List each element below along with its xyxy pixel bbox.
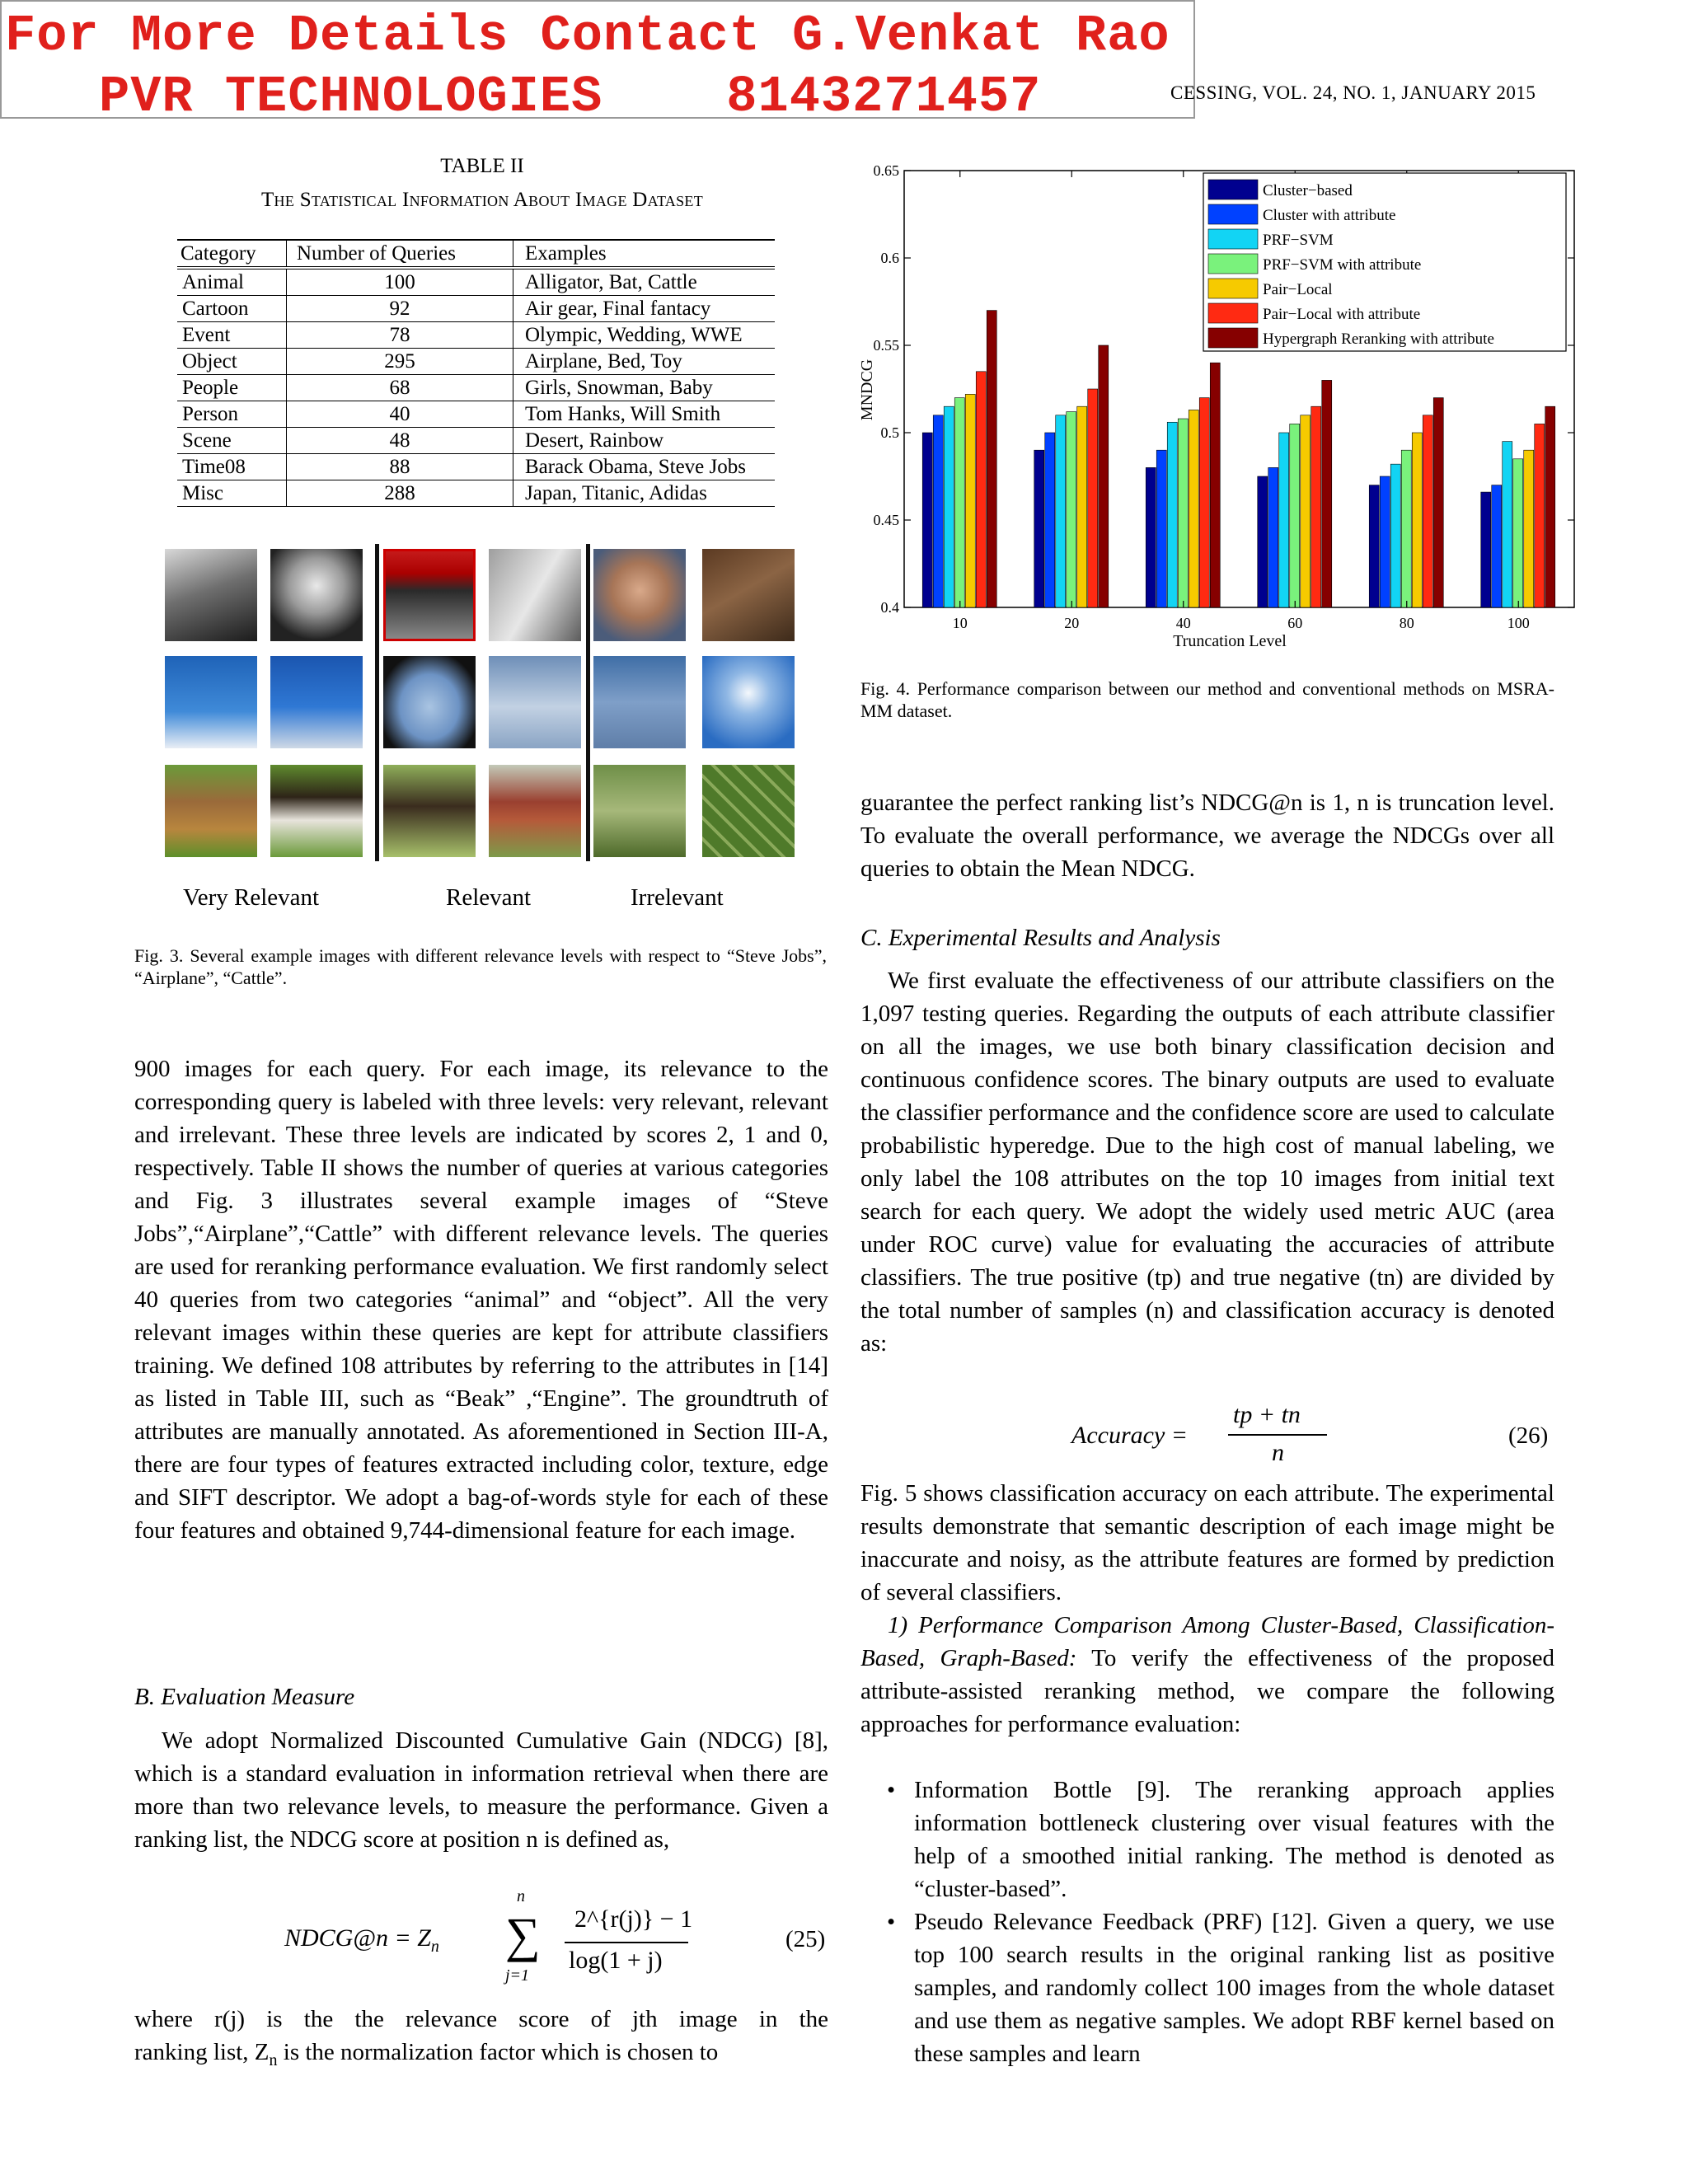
y-tick-label: 0.4: [880, 599, 899, 616]
table-row: [177, 375, 775, 401]
table-row: [177, 322, 775, 349]
bar-mark: [1290, 424, 1300, 607]
bar-mark: [1279, 433, 1289, 607]
table-cell: 288: [287, 480, 513, 507]
table-row: [177, 454, 775, 480]
left-paragraph-1: 900 images for each query. For each image, its relevance to the corresponding query is labeled with three levels: very relevant, relevant and irrelevant. These three levels are indicated by scores 2, 1 and 0, respectively. Table II shows the number of queries at various categories and Fig. 3 illustrates several example images of “Steve Jobs”,“Airplane”,“Cattle” with different relevance levels. The queries are used for reranking performance evaluation. We first randomly select 40 queries from two categories “animal” and “object”. All the very relevant images within these queries are kept for attribute classifiers training. We defined 108 attributes by referring to the attributes in [14] as listed in Table III, such as “Beak” ,“Engine”. The groundtruth of attributes are manually annotated. As aforementioned in Section III-A, there are four types of features extracted including color, texture, edge and SIFT descriptor. We adopt a bag-of-words style for each of these four features and obtained 9,744-dimensional feature for each image.: [134, 1056, 828, 1544]
banner-company: PVR TECHNOLOGIES: [99, 68, 603, 126]
bar-mark: [954, 398, 964, 607]
bar-mark: [944, 406, 954, 607]
thumbnail-image: [489, 549, 581, 641]
bar-mark: [1045, 433, 1055, 607]
legend-swatch: [1208, 279, 1258, 298]
bar-mark: [1369, 485, 1379, 607]
x-tick-label: 10: [952, 615, 968, 631]
bar-group: [922, 311, 1555, 607]
bar-mark: [1258, 476, 1268, 607]
table-row: [177, 268, 775, 296]
table-title: The Statistical Information About Image Dataset: [260, 189, 703, 211]
bar-mark: [1146, 467, 1156, 607]
bar-mark: [1056, 415, 1066, 607]
thumbnail-image: [383, 656, 476, 748]
fraction-bar: [1228, 1434, 1327, 1436]
bar-mark: [1535, 424, 1545, 607]
bar-mark: [987, 311, 996, 607]
section-b-heading: B. Evaluation Measure: [134, 1684, 355, 1710]
bar-mark: [1545, 406, 1555, 607]
table-cell: 68: [287, 375, 513, 401]
table-cell: Tom Hanks, Will Smith: [513, 401, 776, 428]
bar-mark: [1322, 380, 1332, 607]
bar-mark: [1268, 467, 1278, 607]
eq25-lhs: NDCG@n = $Z_n$: [284, 1924, 439, 1956]
bar-mark: [976, 372, 986, 607]
thumbnail-image: [702, 765, 795, 857]
relevance-separator: [375, 544, 379, 861]
y-tick-label: 0.65: [873, 162, 899, 179]
thumbnail-image: [383, 765, 476, 857]
legend-entry: Cluster−based: [1263, 182, 1353, 199]
banner-line-1: For More Details Contact G.Venkat Rao: [5, 7, 1170, 65]
x-tick-label: 40: [1175, 615, 1191, 631]
table-cell: Air gear, Final fantacy: [513, 296, 776, 322]
table-cell: Cartoon: [177, 296, 287, 322]
chart-legend: [1203, 173, 1566, 351]
running-header: CESSING, VOL. 24, NO. 1, JANUARY 2015: [1170, 82, 1536, 103]
bar-mark: [1390, 464, 1400, 607]
table-row: [177, 428, 775, 454]
thumbnail-image: [165, 765, 257, 857]
fig4-caption: Fig. 4. Performance comparison between our method and conventional methods on MSRA-MM dataset.: [860, 678, 1554, 721]
table-header-row: [177, 240, 775, 268]
x-tick-label: 80: [1399, 615, 1414, 631]
thumbnail-image: [489, 656, 581, 748]
table-cell: Misc: [177, 480, 287, 507]
bar-mark: [1167, 422, 1177, 607]
equation-26: [1071, 1401, 1554, 1475]
table-cell: Object: [177, 349, 287, 375]
thumbnail-image: [270, 765, 363, 857]
bar-mark: [1524, 450, 1534, 607]
thumbnail-image: [270, 656, 363, 748]
bar-mark: [1311, 406, 1321, 607]
thumbnail-image: [593, 656, 686, 748]
y-tick-label: 0.55: [873, 337, 899, 354]
bar-mark: [1492, 485, 1502, 607]
y-tick-label: 0.5: [880, 424, 899, 441]
legend-entry: Cluster with attribute: [1263, 207, 1396, 224]
left-paragraph-3-line1: where r(j) is the the relevance score of jth image in the: [134, 2006, 828, 2032]
label-irrelevant: Irrelevant: [631, 884, 724, 911]
bar-mark: [1433, 398, 1443, 607]
subsection-1-heading: 1) Performance Comparison Among Cluster-Based, Classification-Based, Graph-Based:: [860, 1612, 1554, 1671]
bar-mark: [922, 433, 932, 607]
legend-swatch: [1208, 303, 1258, 323]
thumbnail-image: [593, 549, 686, 641]
legend-entry: PRF−SVM: [1263, 232, 1334, 249]
left-paragraph-2: We adopt Normalized Discounted Cumulative Gain (NDCG) [8], which is a standard evaluation in information retrieval when there are more than two relevance levels, to measure the performance. Given a ranking list, the NDCG score at position n is defined as,: [134, 1727, 828, 1853]
legend-entry: Hypergraph Reranking with attribute: [1263, 330, 1494, 348]
table-cell: 295: [287, 349, 513, 375]
right-paragraph-1: guarantee the perfect ranking list’s NDCG@n is 1, n is truncation level. To evaluate the overall performance, we average the NDCGs over all queries to obtain the Mean NDCG.: [860, 790, 1554, 882]
thumbnail-image: [165, 549, 257, 641]
table-cell: 100: [287, 268, 513, 296]
right-paragraph-4: 1) Performance Comparison Among Cluster-Based, Classification-Based, Graph-Based: To verify the effectiveness of the proposed attribute-assisted reranking method, we compare the following approaches for performance evaluation:: [860, 1612, 1554, 1737]
thumbnail-image: [165, 656, 257, 748]
table-row: [177, 349, 775, 375]
table-cell: 88: [287, 454, 513, 480]
table-cell: 48: [287, 428, 513, 454]
fraction-bar: [565, 1942, 688, 1943]
bar-mark: [1412, 433, 1422, 607]
right-paragraph-2: We first evaluate the effectiveness of our attribute classifiers on the 1,097 testing queries. Regarding the outputs of each attribute classifier on all the images, we use both binary classification decision and continuous confidence scores. The binary outputs are used to evaluate the classifier performance and the confidence score are used to calculate probabilistic hyperedge. Due to the high cost of manual labeling, we only label the 108 attributes on the top 10 images from initial text search for each query. We adopt the widely used metric AUC (area under ROC curve) value for evaluating the accuracies of attribute classifiers. The true positive (tp) and true negative (tn) are divided by the total number of samples (n) and classification accuracy is denoted as:: [860, 968, 1554, 1357]
bar-mark: [1380, 476, 1390, 607]
legend-swatch: [1208, 229, 1258, 249]
label-very-relevant: Very Relevant: [183, 884, 320, 911]
left-paragraph-3-line2: ranking list, $Z_n$ is the normalization factor which is chosen to: [134, 2039, 719, 2069]
table-cell: Animal: [177, 268, 287, 296]
banner-phone: 8143271457: [726, 68, 1042, 126]
x-axis-label: Truncation Level: [1173, 632, 1287, 650]
eq25-sum-lower: j=1: [505, 1966, 530, 1985]
bar-mark: [1077, 406, 1087, 607]
thumbnail-image: [702, 656, 795, 748]
table-row: [177, 401, 775, 428]
legend-swatch: [1208, 328, 1258, 348]
table-cell: Olympic, Wedding, WWE: [513, 322, 776, 349]
eq26-lhs: Accuracy =: [1071, 1422, 1189, 1449]
contact-watermark-banner: [0, 0, 1195, 126]
thumbnail-image: [702, 549, 795, 641]
table-cell: Girls, Snowman, Baby: [513, 375, 776, 401]
approaches-list: [860, 1774, 1554, 2070]
eq25-numerator: 2^{r(j)} − 1: [574, 1905, 693, 1933]
label-relevant: Relevant: [446, 884, 532, 911]
bar-mark: [1481, 492, 1491, 607]
bar-mark: [1210, 363, 1220, 607]
summation-symbol: ∑: [505, 1908, 541, 1962]
bar-mark: [1034, 450, 1044, 607]
bar-mark: [933, 415, 943, 607]
bar-mark: [1189, 410, 1198, 607]
y-axis-label: MNDCG: [858, 359, 876, 421]
thumbnail-image: [489, 765, 581, 857]
bar-mark: [1088, 389, 1098, 607]
table-cell: Alligator, Bat, Cattle: [513, 268, 776, 296]
eq25-number: (25): [785, 1926, 826, 1952]
table-label: TABLE II: [440, 155, 524, 177]
eq26-number: (26): [1508, 1422, 1549, 1449]
table-cell: 40: [287, 401, 513, 428]
eq26-denominator: n: [1272, 1439, 1284, 1466]
bar-mark: [1503, 442, 1512, 607]
dataset-statistics-table: [177, 239, 775, 507]
bar-mark: [1513, 459, 1523, 607]
thumbnail-image: [593, 765, 686, 857]
x-tick-label: 100: [1507, 615, 1530, 631]
fig4-bar-chart: [849, 157, 1640, 659]
bar-mark: [1199, 398, 1209, 607]
table-cell: People: [177, 375, 287, 401]
relevance-separator: [586, 544, 590, 861]
eq25-sum-upper: n: [517, 1887, 525, 1905]
thumbnail-image: [383, 549, 476, 641]
bar-mark: [1156, 450, 1166, 607]
table-header-cell: Category: [177, 240, 287, 268]
legend-swatch: [1208, 254, 1258, 274]
table-cell: Time08: [177, 454, 287, 480]
list-item: • Information Bottle [9]. The reranking approach applies information bottleneck clustering over visual features with the help of a smoothed initial ranking. The method is denoted as “cluster-based”.: [860, 1774, 1554, 1905]
table-cell: 78: [287, 322, 513, 349]
table-cell: Scene: [177, 428, 287, 454]
legend-swatch: [1208, 180, 1258, 199]
x-tick-label: 20: [1064, 615, 1080, 631]
x-tick-label: 60: [1287, 615, 1303, 631]
thumbnail-image: [270, 549, 363, 641]
bar-mark: [1423, 415, 1432, 607]
eq25-denominator: log(1 + j): [569, 1947, 663, 1974]
equation-25: [284, 1887, 828, 1994]
table-row: [177, 296, 775, 322]
table-cell: 92: [287, 296, 513, 322]
eq26-numerator: tp + tn: [1233, 1401, 1301, 1428]
bar-mark: [1099, 345, 1109, 607]
list-item: • Pseudo Relevance Feedback (PRF) [12]. Given a query, we use top 100 search results in the original ranking list as positive samples, and randomly collect 100 images from the whole dataset and use them as negative samples. We adopt RBF kernel based on these samples and learn: [860, 1905, 1554, 2070]
banner-line-2: [99, 68, 1041, 126]
table-row: [177, 480, 775, 507]
fig3-caption: Fig. 3. Several example images with different relevance levels with respect to “Steve Jobs”, “Airplane”, “Cattle”.: [134, 945, 827, 988]
legend-swatch: [1208, 204, 1258, 224]
section-c-heading: C. Experimental Results and Analysis: [860, 925, 1221, 951]
bar-mark: [965, 394, 975, 607]
table-cell: Barack Obama, Steve Jobs: [513, 454, 776, 480]
table-header-cell: Number of Queries: [287, 240, 513, 268]
bar-mark: [1401, 450, 1411, 607]
bar-mark: [1178, 419, 1188, 607]
table-header-cell: Examples: [513, 240, 776, 268]
legend-entry: Pair−Local with attribute: [1263, 306, 1421, 323]
legend-entry: PRF−SVM with attribute: [1263, 256, 1422, 274]
right-paragraph-3: Fig. 5 shows classification accuracy on each attribute. The experimental results demonstrate that semantic description of each image might be inaccurate and noisy, as the attribute features are formed by prediction of several classifiers.: [860, 1480, 1554, 1605]
bar-mark: [1301, 415, 1311, 607]
bar-mark: [1067, 412, 1076, 607]
table-cell: Japan, Titanic, Adidas: [513, 480, 776, 507]
y-tick-label: 0.45: [873, 512, 899, 528]
y-tick-label: 0.6: [880, 250, 899, 266]
table-cell: Airplane, Bed, Toy: [513, 349, 776, 375]
legend-entry: Pair−Local: [1263, 281, 1333, 298]
table-cell: Person: [177, 401, 287, 428]
table-cell: Desert, Rainbow: [513, 428, 776, 454]
table-cell: Event: [177, 322, 287, 349]
